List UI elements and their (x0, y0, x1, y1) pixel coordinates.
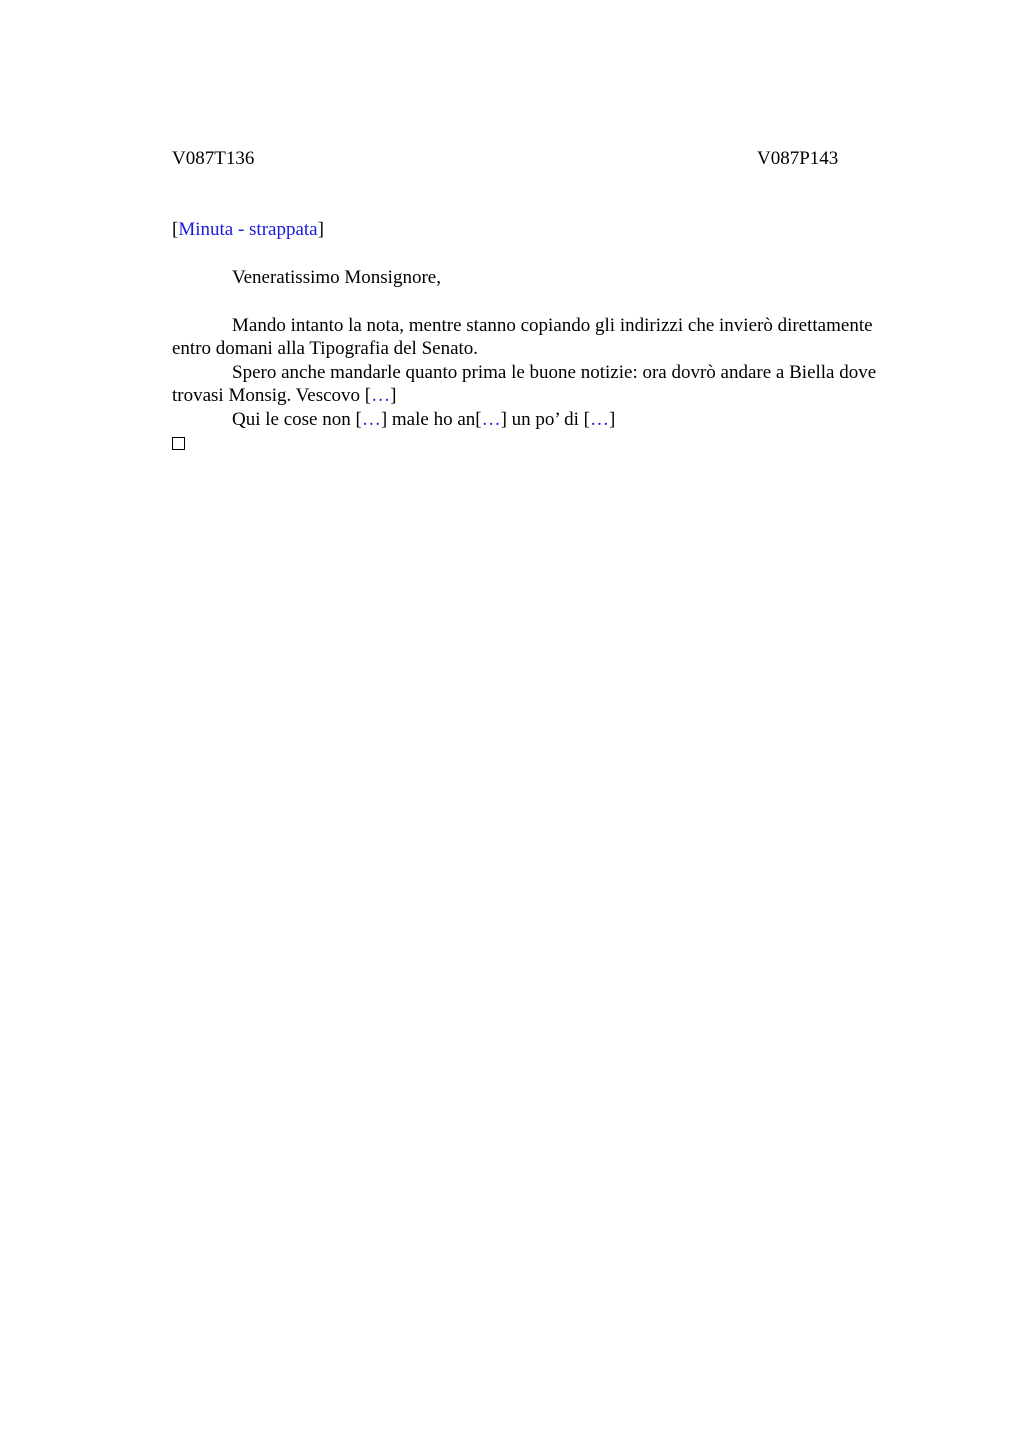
paragraph-2 (172, 361, 892, 408)
lacuna-close: ] (390, 385, 397, 407)
paragraph-3-part-b: ] male ho an[ (380, 408, 482, 430)
lacuna-ellipsis: … (589, 408, 609, 430)
lacuna-ellipsis: … (361, 408, 381, 430)
lacuna-close: ] (608, 408, 616, 430)
lacuna-ellipsis: … (371, 385, 391, 407)
paragraph-1: Mando intanto la nota, mentre stanno copiando gli indirizzi che invierò direttamente entro domani alla Tipografia del Senato. (172, 314, 873, 360)
lacuna-ellipsis: … (481, 408, 501, 430)
editorial-note (172, 218, 324, 242)
note-close-bracket: ] (317, 219, 324, 240)
paragraph-3-part-a: Qui le cose non [ (232, 408, 362, 430)
paragraph-2-text: Spero anche mandarle quanto prima le buone notizie: ora dovrò andare a Biella dove trovasi Monsig. Vescovo [ (172, 361, 877, 407)
paragraph-3-part-c: ] un po’ di [ (500, 408, 590, 430)
salutation: Veneratissimo Monsignore, (232, 267, 441, 288)
letter-body (172, 266, 892, 456)
empty-square-icon (172, 437, 185, 450)
document-code-right: V087P143 (757, 148, 839, 169)
document-code-left: V087T136 (172, 148, 255, 169)
paragraph-3 (172, 408, 892, 432)
note-open-bracket: [ (172, 219, 179, 240)
note-text: Minuta - strappata (178, 219, 318, 240)
